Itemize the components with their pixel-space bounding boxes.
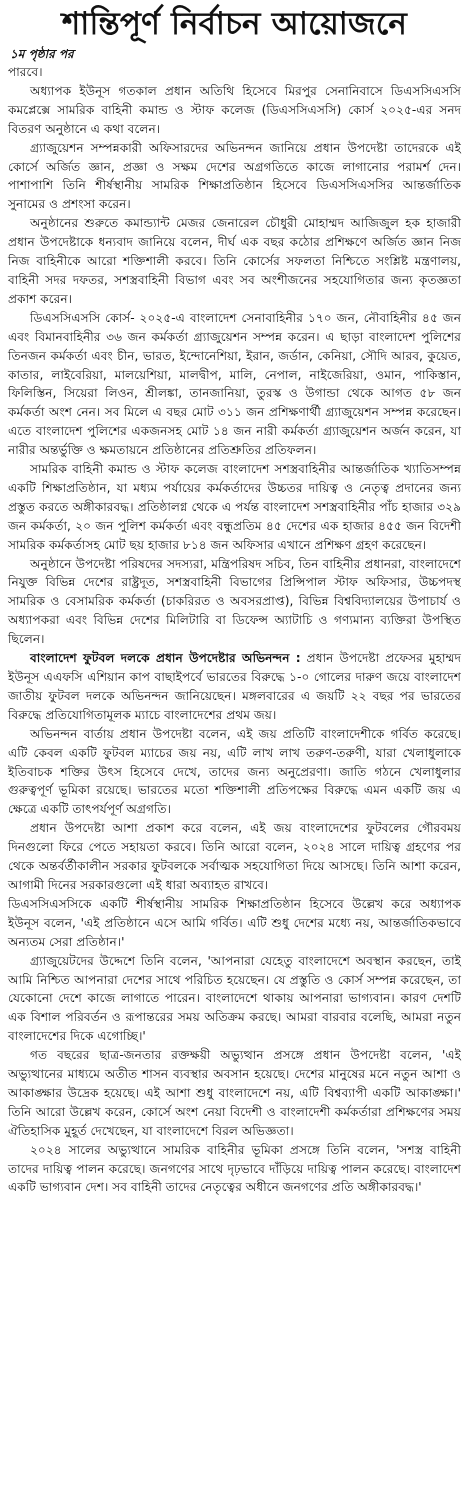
paragraph-text: পারবে।	[8, 65, 43, 79]
article-paragraph	[8, 1046, 461, 1141]
paragraph-text: ডিএসসিএসসি কোর্স- ২০২৫-এ বাংলাদেশ সেনাবাহিনীর ১৭০ জন, নৌবাহিনীর ৪৫ জন এবং বিমানবাহিনীর ৩৬ জন কর্মকর্তা গ্র্যাজুয়েশন সম্পন্ন করেন। এ ছাড়া বাংলাদেশ পুলিশের তিনজন কর্মকর্তা এবং চীন, ভারত, ইন্দোনেশিয়া, ইরান, জর্ডান, কেনিয়া, সৌদি আরব, কুয়েত, কাতার, লাইবেরিয়া, মালয়েশিয়া, মালদ্বীপ, মালি, নেপাল, নাইজেরিয়া, ওমান, পাকিস্তান, ফিলিস্তিন, সিয়েরা লিওন, শ্রীলঙ্কা, তানজানিয়া, তুরস্ক ও উগান্ডা থেকে আগত ৫৮ জন কর্মকর্তা অংশ নেন। সব মিলে এ বছর মোট ৩১১ জন প্রশিক্ষণার্থী গ্র্যাজুয়েশন সম্পন্ন করেছেন। এতে বাংলাদেশ পুলিশের একজনসহ মোট ১৪ জন নারী কর্মকর্তা গ্র্যাজুয়েশন অর্জন করেন, যা নারীর অন্তর্ভুক্তি ও ক্ষমতায়নে প্রতিষ্ঠানের প্রতিশ্রুতির প্রতিফলন।	[8, 310, 461, 458]
paragraph-text: অভিনন্দন বার্তায় প্রধান উপদেষ্টা বলেন, এই জয় প্রতিটি বাংলাদেশীকে গর্বিত করেছে। এটি কেবল একটি ফুটবল ম্যাচের জয় নয়, এটি লাখ লাখ তরুণ-তরুণী, যারা খেলাধুলাকে ইতিবাচক শক্তির উৎস হিসেবে দেখে, তাদের জন্য অনুপ্রেরণা। জাতি গঠনে খেলাধুলার গুরুত্বপূর্ণ ভূমিকা রয়েছে। ভারতের মতো শক্তিশালী প্রতিপক্ষের বিরুদ্ধে এমন একটি জয় এ ক্ষেত্রে একটি তাৎপর্যপূর্ণ অগ্রগতি।	[8, 726, 461, 817]
paragraph-text: প্রধান উপদেষ্টা প্রফেসর মুহাম্মদ ইউনূস এএফসি এশিয়ান কাপ বাছাইপর্বে ভারতের বিরুদ্ধে ১-০ গোলের দারুণ জয়ে বাংলাদেশ জাতীয় ফুটবল দলকে অভিনন্দন জানিয়েছেন। মঙ্গলবারের এ জয়টি ২২ বছর পর ভারতের বিরুদ্ধে প্রতিযোগিতামূলক ম্যাচে বাংলাদেশের প্রথম জয়।	[8, 651, 462, 722]
paragraph-text: অধ্যাপক ইউনূস গতকাল প্রধান অতিথি হিসেবে মিরপুর সেনানিবাসে ডিএসসিএসসি কমপ্লেক্সে সামরিক বাহিনী কমান্ড ও স্টাফ কলেজ (ডিএসসিএসসি) কোর্স ২০২৫-এর সনদ বিতরণ অনুষ্ঠানে এ কথা বলেন।	[8, 83, 461, 136]
continued-from-label: ১ম পৃষ্ঠার পর	[10, 47, 74, 61]
article-paragraph	[8, 895, 461, 952]
subhead-lead: বাংলাদেশ ফুটবল দলকে প্রধান উপদেষ্টার অভিনন্দন :	[30, 651, 301, 666]
article-paragraph	[8, 309, 461, 460]
article-paragraph	[8, 460, 461, 555]
article-paragraph	[8, 555, 461, 650]
paragraph-text: গত বছরের ছাত্র-জনতার রক্তক্ষয়ী অভ্যুত্থান প্রসঙ্গে প্রধান উপদেষ্টা বলেন, 'এই অভ্যুত্থানের মাধ্যমে অতীত শাসন ব্যবস্থার অবসান হয়েছে। দেশের মানুষের মনে নতুন আশা ও আকাঙ্ক্ষার উদ্রেক হয়েছে। এই আশা শুধু বাংলাদেশে নয়, এটি বিশ্বব্যাপী একটি আকাঙ্ক্ষা।' তিনি আরো উল্লেখ করেন, কোর্সে অংশ নেয়া বিদেশী ও বাংলাদেশী কর্মকর্তারা প্রশিক্ষণের সময় ঐতিহাসিক মুহূর্ত দেখেছেন, যা বাংলাদেশে বিরল অভিজ্ঞতা।	[8, 1048, 461, 1138]
article-paragraph	[8, 649, 461, 725]
article-paragraph	[8, 725, 461, 820]
article-paragraph	[8, 82, 461, 139]
paragraph-text: সামরিক বাহিনী কমান্ড ও স্টাফ কলেজ বাংলাদেশ সশস্ত্রবাহিনীর আন্তর্জাতিক খ্যাতিসম্পন্ন একটি শিক্ষাপ্রতিষ্ঠান, যা মধ্যম পর্যায়ের কর্মকর্তাদের উচ্চতর দায়িত্ব ও নেতৃত্ব প্রদানের জন্য প্রস্তুত করতে অঙ্গীকারবদ্ধ। প্রতিষ্ঠালগ্ন থেকে এ পর্যন্ত বাংলাদেশ সশস্ত্রবাহিনীর পাঁচ হাজার ৩২৯ জন কর্মকর্তা, ২০ জন পুলিশ কর্মকর্তা এবং বন্ধুপ্রতিম ৪৫ দেশের এক হাজার ৪৫৫ জন বিদেশী সামরিক কর্মকর্তাসহ মোট ছয় হাজার ৮১৪ জন অফিসার এখানে প্রশিক্ষণ গ্রহণ করেছেন।	[8, 462, 461, 552]
paragraph-text: গ্র্যাজুয়েটদের উদ্দেশে তিনি বলেন, 'আপনারা যেহেতু বাংলাদেশে অবস্থান করছেন, তাই আমি নিশ্চিত আপনারা দেশের সাথে পরিচিত হয়েছেন। যে প্রস্তুতি ও কোর্স সম্পন্ন করেছেন, তা যেকোনো দেশে কাজে লাগাতে পারেন। বাংলাদেশে থাকায় আপনারা ভাগ্যবান। কারণ দেশটি এক বিশাল পরিবর্তন ও রূপান্তরের সময় অতিক্রম করছে। আমরা বারবার বলেছি, আমরা নতুন বাংলাদেশের দিকে এগোচ্ছি।'	[8, 953, 461, 1044]
paragraph-text: অনুষ্ঠানে উপদেষ্টা পরিষদের সদস্যরা, মন্ত্রিপরিষদ সচিব, তিন বাহিনীর প্রধানরা, বাংলাদেশে নিযুক্ত বিভিন্ন দেশের রাষ্ট্রদূত, সশস্ত্রবাহিনী বিভাগের প্রিন্সিপাল স্টাফ অফিসার, উচ্চপদস্থ সামরিক ও বেসামরিক কর্মকর্তা (চাকরিরত ও অবসরপ্রাপ্ত), বিভিন্ন বিশ্ববিদ্যালয়ের উপাচার্য ও অধ্যাপকরা এবং বিভিন্ন দেশের মিলিটারি বা ডিফেন্স অ্যাটাচি ও গণ্যমান্য ব্যক্তিরা উপস্থিত ছিলেন।	[8, 556, 461, 647]
article-paragraph	[8, 63, 461, 82]
paragraph-text: গ্র্যাজুয়েশন সম্পন্নকারী অফিসারদের অভিনন্দন জানিয়ে প্রধান উপদেষ্টা তাদেরকে এই কোর্সে অর্জিত জ্ঞান, প্রজ্ঞা ও সক্ষম দেশের অগ্রগতিতে কাজে লাগানোর পরামর্শ দেন। পাশাপাশি তিনি শীর্ষস্থানীয় সামরিক শিক্ষাপ্রতিষ্ঠান হিসেবে ডিএসসিএসসির আন্তর্জাতিক সুনামের ও প্রশংসা করেন।	[8, 140, 461, 212]
article-headline: শান্তিপূর্ণ নির্বাচন আয়োজনে	[61, 6, 408, 42]
article-paragraph	[8, 139, 461, 215]
article-paragraph	[8, 952, 461, 1047]
paragraph-text: ডিএসসিএসসিকে একটি শীর্ষস্থানীয় সামরিক শিক্ষাপ্রতিষ্ঠান হিসেবে উল্লেখ করে অধ্যাপক ইউনূস বলেন, 'এই প্রতিষ্ঠানে এসে আমি গর্বিত। এটি শুধু দেশের মধ্যে নয়, আন্তর্জাতিকভাবে অন্যতম সেরা প্রতিষ্ঠান।'	[8, 896, 461, 949]
article-paragraph	[8, 1141, 461, 1198]
paragraph-text: প্রধান উপদেষ্টা আশা প্রকাশ করে বলেন, এই জয় বাংলাদেশের ফুটবলের গৌরবময় দিনগুলো ফিরে পেতে সহায়তা করবে। তিনি আরো বলেন, ২০২৪ সালে দায়িত্ব গ্রহণের পর থেকে অন্তর্বর্তীকালীন সরকার ফুটবলকে সর্বাত্মক সহযোগিতা দিয়ে আসছে। তিনি আশা করেন, আগামী দিনের সরকারগুলো এই ধারা অব্যাহত রাখবে।	[8, 821, 461, 892]
article-paragraph	[8, 214, 461, 309]
paragraph-text: অনুষ্ঠানের শুরুতে কমান্ড্যান্ট মেজর জেনারেল চৌধুরী মোহাম্মদ আজিজুল হক হাজারী প্রধান উপদেষ্টাকে ধন্যবাদ জানিয়ে বলেন, দীর্ঘ এক বছর কঠোর প্রশিক্ষণে অর্জিত জ্ঞান নিজ নিজ বাহিনীকে আরো শক্তিশালী করবে। তিনি কোর্সের সফলতা নিশ্চিতে সংশ্লিষ্ট মন্ত্রণালয়, বাহিনী সদর দফতর, সশস্ত্রবাহিনী বিভাগ এবং সব অংশীজনের সহযোগিতার জন্য কৃতজ্ঞতা প্রকাশ করেন।	[8, 216, 461, 306]
article-paragraph	[8, 819, 461, 895]
paragraph-text: ২০২৪ সালের অভ্যুত্থানে সামরিক বাহিনীর ভূমিকা প্রসঙ্গে তিনি বলেন, 'সশস্ত্র বাহিনী তাদের দায়িত্ব পালন করেছে। জনগণের সাথে দৃঢ়ভাবে দাঁড়িয়ে দায়িত্ব পালন করেছে। বাংলাদেশ একটি ভাগ্যবান দেশ। সব বাহিনী তাদের নেতৃত্বের অধীনে জনগণের প্রতি অঙ্গীকারবদ্ধ।'	[8, 1142, 461, 1195]
